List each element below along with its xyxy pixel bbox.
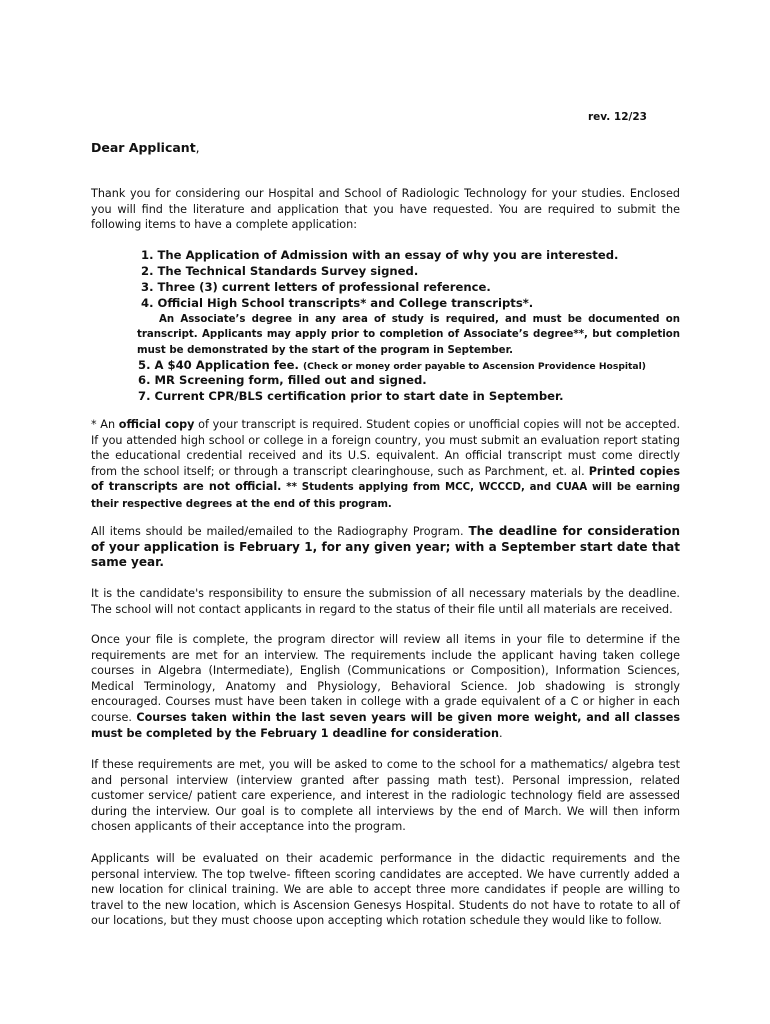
course-weight-note: Courses taken within the last seven years will be given more weight, and all classes must be completed by the February 1 deadline for consideration (91, 710, 680, 740)
revision-date: rev. 12/23 (588, 111, 647, 123)
requirement-item-3: 3. Three (3) current letters of professional reference. (141, 280, 491, 294)
file-review-text: Once your file is complete, the program director will review all items in your file to determine if the requirements are met for an interview. The requirements include the applicant having taken college courses in Algebra (Intermediate), English (Communications or Composition), Information Sciences, Medical Terminology, Anatomy and Physiology, Behavioral Science. Job shadowing is strongly encouraged. Courses must have been taken in college with a grade equivalent of a C or higher in each course. (91, 633, 680, 724)
application-fee-note: (Check or money order payable to Ascension Providence Hospital) (302, 361, 646, 372)
responsibility-paragraph: It is the candidate's responsibility to ensure the submission of all necessary materials by the deadline. The school will not contact applicants in regard to the status of their file until all materials are received. (91, 587, 680, 616)
requirement-item-4: 4. Official High School transcripts* and College transcripts*. (141, 296, 534, 310)
official-copy-term: official copy (118, 418, 195, 431)
associate-degree-note: An Associate’s degree in any area of study is required, and must be documented on transcript. Applicants may apply prior to completion of Associate’s degree**, but completion must be demonstrated by the start of the program in September. (137, 314, 680, 356)
file-review-end: . (498, 726, 503, 740)
mailing-text: All items should be mailed/emailed to the Radiography Program. (91, 525, 469, 538)
requirement-item-1: 1. The Application of Admission with an essay of why you are interested. (141, 248, 619, 262)
salutation-greeting: Dear Applicant (91, 140, 196, 155)
deadline-text: The deadline for consideration of your application is February 1, for any given year; with a September start date that same year. (91, 524, 680, 570)
file-review-paragraph (91, 632, 680, 741)
requirement-item-7: 7. Current CPR/BLS certification prior to start date in September. (138, 389, 564, 403)
salutation (91, 140, 200, 155)
requirement-item-2: 2. The Technical Standards Survey signed. (141, 264, 419, 278)
official-copy-prefix: * An (91, 418, 119, 431)
intro-paragraph: Thank you for considering our Hospital and School of Radiologic Technology for your studies. Enclosed you will find the literature and application that you have requested. You are required to submit the following items to have a complete application: (91, 187, 680, 232)
evaluation-paragraph: Applicants will be evaluated on their academic performance in the didactic requirements and the personal interview. The top twelve- fifteen scoring candidates are accepted. We have currently added a new location for clinical training. We are able to accept three more candidates if people are willing to travel to the new location, which is Ascension Genesys Hospital. Students do not have to rotate to all of our locations, but they must choose upon accepting which rotation schedule they would like to follow. (91, 852, 680, 928)
salutation-comma: , (195, 140, 200, 155)
requirement-item-5-label: 5. A $40 Application fee. (138, 358, 299, 372)
degree-partner-note: ** Students applying from MCC, WCCCD, and CUAA will be earning their respective degrees at the end of this program. (91, 482, 680, 510)
printed-copies-warning: Printed copies of transcripts are not official. (91, 464, 681, 494)
official-copy-body: of your transcript is required. Student copies or unofficial copies will not be accepted. If you attended high school or college in a foreign country, you must submit an evaluation report stating the educational credential received and its U.S. equivalent. An official transcript must come directly from the school itself; or through a transcript clearinghouse, such as Parchment, et. al. (91, 418, 681, 478)
requirement-item-6: 6. MR Screening form, filled out and signed. (138, 373, 427, 387)
interview-paragraph: If these requirements are met, you will be asked to come to the school for a mathematics/ algebra test and personal interview (interview granted after passing math test). Personal impression, related customer service/ patient care experience, and interest in the radiologic technology field are assessed during the interview. Our goal is to complete all interviews by the end of March. We will then inform chosen applicants of their acceptance into the program. (91, 758, 680, 834)
mailing-paragraph (91, 524, 680, 571)
official-copy-paragraph (91, 417, 680, 513)
requirement-item-5 (138, 358, 646, 372)
